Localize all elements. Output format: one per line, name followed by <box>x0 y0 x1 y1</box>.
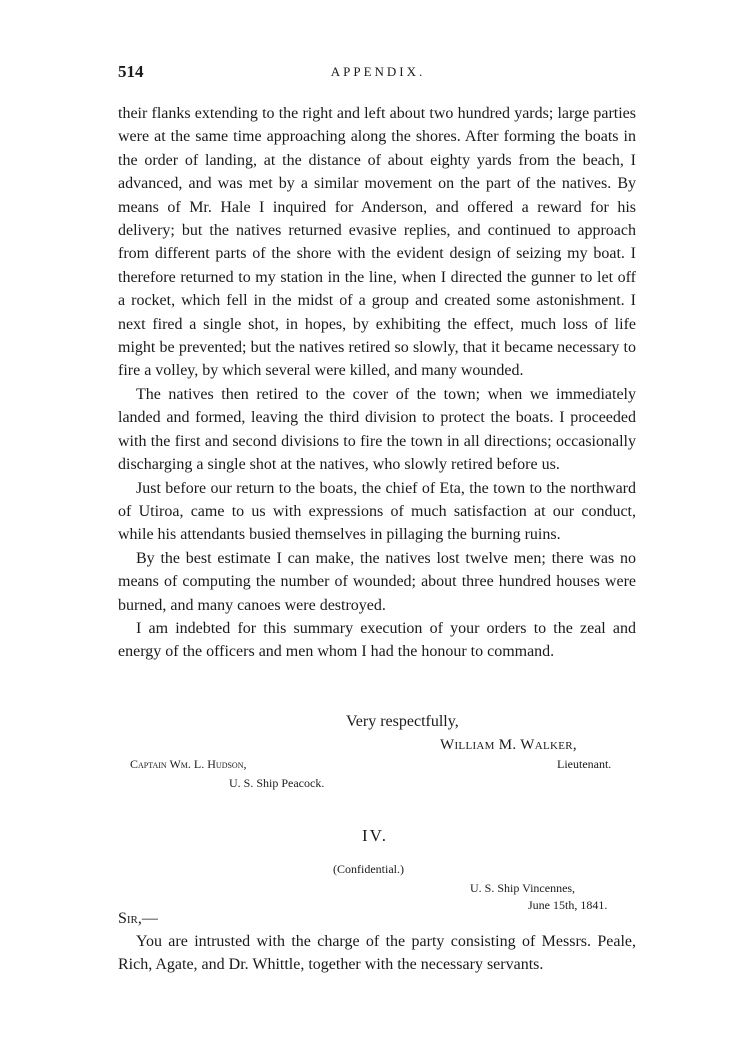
paragraph: By the best estimate I can make, the natives lost twelve men; there was no means of computing the number of wounded; about three hundred houses were burned, and many canoes were destroyed. <box>118 549 636 614</box>
page-header <box>118 62 638 86</box>
addressee-ship: U. S. Ship Peacock. <box>229 776 325 790</box>
page-number: 514 <box>118 62 144 81</box>
closing-line: Very respectfully, <box>346 713 459 730</box>
confidential-note: (Confidential.) <box>333 862 404 876</box>
paragraph: You are intrusted with the charge of the party consisting of Messrs. Peale, Rich, Agate, and Dr. Whittle, together with the necessary servants. <box>118 933 636 974</box>
letter-body <box>118 102 636 664</box>
paragraph: Just before our return to the boats, the chief of Eta, the town to the northward of Utiroa, came to us with expressions of much satisfaction at our conduct, while his attendants busied themselves in pillaging the burning ruins. <box>118 479 636 544</box>
paragraph: The natives then retired to the cover of the town; when we immediately landed and formed, leaving the third division to protect the boats. I proceeded with the first and second divisions to fire the town in all directions; occasionally discharging a single shot at the natives, who slowly retired before us. <box>118 385 636 474</box>
section-number: IV. <box>362 826 388 845</box>
signature-rank: Lieutenant. <box>557 757 612 771</box>
letter-place: U. S. Ship Vincennes, <box>470 881 576 895</box>
letter-date: June 15th, 1841. <box>528 898 608 912</box>
signature-name: William M. Walker, <box>440 737 577 753</box>
second-letter-body <box>118 930 636 977</box>
paragraph: their flanks extending to the right and left about two hundred yards; large parties were at the same time approaching along the shores. After forming the boats in the order of landing, at the distance of about eighty yards from the beach, I advanced, and was met by a similar movement on the part of the natives. By means of Mr. Hale I inquired for Anderson, and offered a reward for his delivery; but the natives returned evasive replies, and continued to approach from different parts of the shore with the evident design of seizing my boat. I therefore returned to my station in the line, when I directed the gunner to let off a rocket, which fell in the midst of a group and created some astonishment. I next fired a single shot, in hopes, by exhibiting the effect, much loss of life might be prevented; but the natives retired so slowly, that it became necessary to fire a volley, by which several were killed, and many wounded. <box>118 105 636 380</box>
paragraph: I am indebted for this summary execution of your orders to the zeal and energy of the officers and men whom I had the honour to command. <box>118 619 636 661</box>
salutation: Sir,— <box>118 910 158 927</box>
addressee-name: Captain Wm. L. Hudson, <box>130 757 247 771</box>
running-head: APPENDIX. <box>330 64 426 79</box>
